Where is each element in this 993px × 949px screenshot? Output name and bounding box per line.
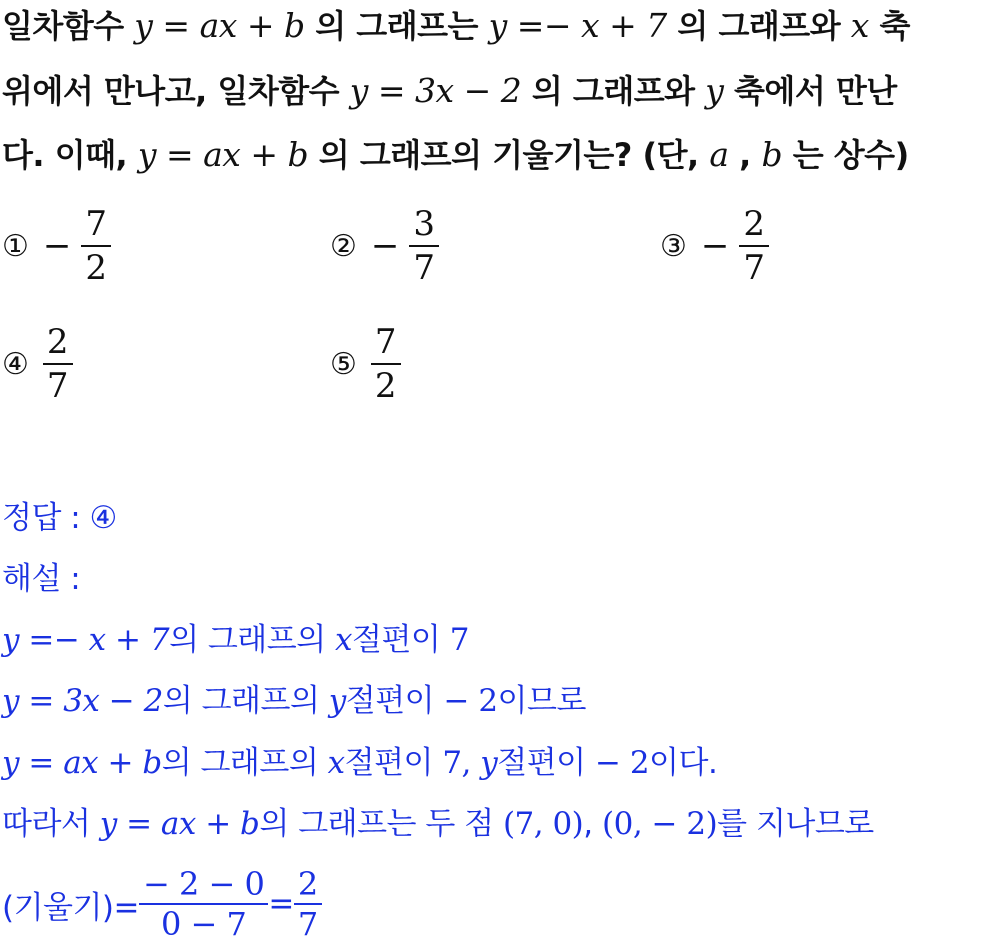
result-fraction [294, 865, 322, 943]
equation: y =− x + 7 [488, 6, 667, 45]
variable: x [327, 745, 345, 781]
answer-label [2, 495, 117, 541]
denominator: 0 − 7 [161, 905, 247, 943]
number: 7, [442, 745, 481, 781]
number: − 2 [594, 745, 650, 781]
question-line-1 [2, 3, 910, 49]
question-text: , [728, 136, 762, 174]
number: − 2 [443, 683, 498, 719]
equation: y = ax + b [99, 806, 260, 842]
fraction [409, 203, 439, 289]
explanation-text: = [268, 886, 294, 922]
choice-marker: ① [2, 228, 29, 264]
fraction [371, 321, 401, 407]
explanation-line-5 [2, 864, 322, 944]
choice-2[interactable] [330, 196, 439, 296]
choice-1[interactable] [2, 196, 111, 296]
question-text: 일차함수 [2, 7, 135, 45]
choice-4[interactable] [2, 314, 73, 414]
variable: b [761, 135, 783, 174]
equation: y =− x + 7 [2, 622, 170, 658]
question-text: 다. 이때, [2, 136, 138, 174]
fraction [739, 203, 769, 289]
number: 7 [449, 622, 469, 658]
slope-fraction [139, 865, 268, 943]
numerator: 7 [374, 322, 397, 362]
explanation-text: 의 그래프의 [169, 622, 336, 658]
numerator: − 2 − 0 [143, 865, 265, 903]
question-text: 의 그래프의 기울기는? (단, [308, 136, 710, 174]
minus-sign: − [700, 226, 730, 266]
choice-marker: ⑤ [330, 346, 357, 382]
choice-3[interactable] [660, 196, 769, 296]
explanation-text: 해설 : [2, 561, 81, 597]
point: (7, 0) [502, 806, 584, 842]
question-text: 는 상수) [782, 136, 909, 174]
explanation-text: 절편이 [345, 683, 444, 719]
fraction [43, 321, 73, 407]
question-text: 의 그래프는 [304, 7, 489, 45]
equation: y = ax + b [134, 6, 305, 45]
denominator: 2 [374, 366, 397, 406]
point: (0, − 2) [602, 806, 718, 842]
denominator: 7 [297, 905, 318, 943]
explanation-text: 절편이 [352, 622, 450, 658]
question-line-3 [2, 132, 909, 178]
explanation-text: , [583, 806, 602, 842]
explanation-text: 의 그래프의 [162, 683, 329, 719]
explanation-line-2 [2, 678, 586, 724]
answer-text: 정답 : ④ [2, 500, 117, 536]
minus-sign: − [42, 226, 72, 266]
choice-marker: ② [330, 228, 357, 264]
variable: a [709, 135, 729, 174]
explanation-label [2, 556, 80, 602]
denominator: 7 [413, 248, 436, 288]
variable: y [480, 745, 498, 781]
explanation-text: 절편이 [344, 745, 443, 781]
equation: y = ax + b [137, 135, 309, 174]
numerator: 2 [743, 204, 766, 244]
denominator: 2 [85, 248, 108, 288]
minus-sign: − [370, 226, 400, 266]
denominator: 7 [743, 248, 766, 288]
variable: y [328, 683, 346, 719]
variable: y [705, 71, 724, 110]
variable: x [335, 622, 352, 658]
numerator: 2 [46, 322, 69, 362]
choice-marker: ④ [2, 346, 29, 382]
question-text: 위에서 만나고, 일차함수 [2, 72, 350, 110]
choice-marker: ③ [660, 228, 687, 264]
explanation-text: 이다. [649, 745, 718, 781]
question-line-2 [2, 68, 897, 114]
equation: y = 3x − 2 [349, 71, 522, 110]
variable: x [850, 6, 869, 45]
question-text: 의 그래프와 [666, 7, 851, 45]
explanation-line-4 [2, 801, 874, 847]
explanation-text: 이므로 [497, 683, 586, 719]
explanation-text: 를 지나므로 [717, 806, 874, 842]
explanation-text: 절편이 [497, 745, 595, 781]
question-text: 축에서 만난 [723, 72, 897, 110]
equation: y = ax + b [2, 745, 162, 781]
explanation-text: 의 그래프는 두 점 [259, 806, 503, 842]
numerator: 2 [297, 865, 318, 903]
choice-5[interactable] [330, 314, 401, 414]
explanation-line-3 [2, 740, 717, 786]
numerator: 3 [413, 204, 436, 244]
explanation-text: 따라서 [2, 806, 100, 842]
equation: y = 3x − 2 [2, 683, 163, 719]
question-text: 축 [868, 7, 910, 45]
explanation-text: 의 그래프의 [161, 745, 328, 781]
question-text: 의 그래프와 [521, 72, 706, 110]
explanation-text: (기울기)= [2, 889, 140, 926]
fraction [81, 203, 111, 289]
numerator: 7 [85, 204, 108, 244]
explanation-line-1 [2, 617, 469, 663]
denominator: 7 [46, 366, 69, 406]
